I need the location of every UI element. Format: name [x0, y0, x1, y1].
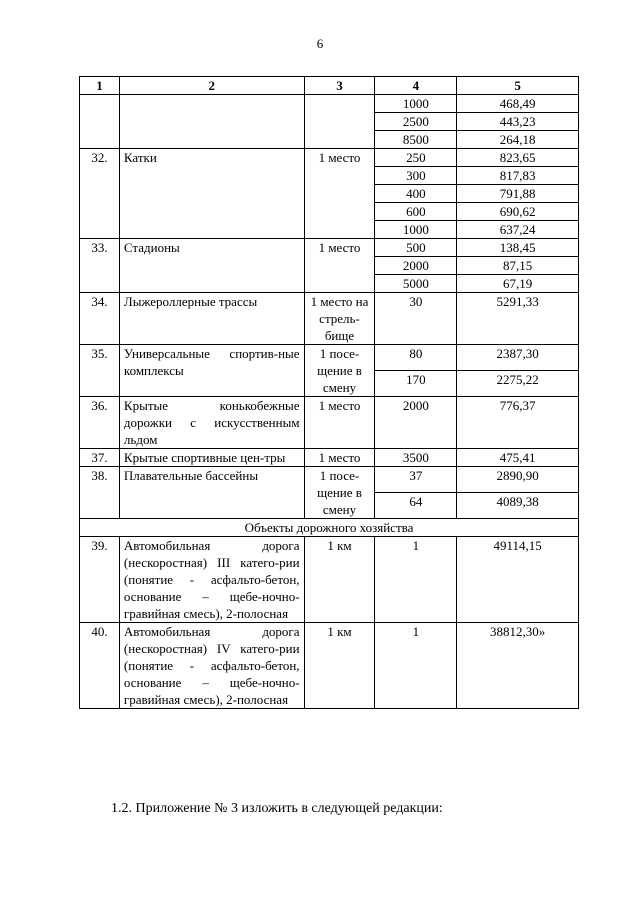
unit-cell [304, 95, 375, 149]
cost-value-cell: 38812,30» [457, 623, 579, 709]
capacity-cell: 1 [375, 537, 457, 623]
capacity-cell: 3500 [375, 449, 457, 467]
cost-value-cell: 637,24 [457, 221, 579, 239]
cost-value-cell: 87,15 [457, 257, 579, 275]
capacity-cell: 500 [375, 239, 457, 257]
cost-value-cell: 138,45 [457, 239, 579, 257]
row-number-cell: 38. [80, 467, 120, 519]
row-number-cell: 40. [80, 623, 120, 709]
header-cell: 3 [304, 77, 375, 95]
table-row [80, 95, 579, 113]
cost-value-cell: 690,62 [457, 203, 579, 221]
capacity-cell: 30 [375, 293, 457, 345]
object-name-cell: Катки [119, 149, 304, 239]
table-row [80, 239, 579, 257]
unit-cell: 1 посе-щение в смену [304, 345, 375, 397]
capacity-cell: 5000 [375, 275, 457, 293]
table-body [80, 95, 579, 709]
row-number-cell: 33. [80, 239, 120, 293]
table-row [80, 537, 579, 623]
capacity-cell: 80 [375, 345, 457, 371]
table-row [80, 293, 579, 345]
capacity-cell: 64 [375, 493, 457, 519]
object-name-cell: Крытые конькобежные дорожки с искусственным льдом [119, 397, 304, 449]
unit-cell: 1 место на стрель-бище [304, 293, 375, 345]
object-name-cell: Автомобильная дорога (нескоростная) III катего-рии (понятие - асфальто-бетон, основание – щебе-ночно-гравийная смесь), 2-полосная [119, 537, 304, 623]
row-number-cell: 39. [80, 537, 120, 623]
row-number-cell [80, 95, 120, 149]
cost-value-cell: 823,65 [457, 149, 579, 167]
row-number-cell: 35. [80, 345, 120, 397]
header-cell: 2 [119, 77, 304, 95]
capacity-cell: 1000 [375, 95, 457, 113]
row-number-cell: 37. [80, 449, 120, 467]
table-row [80, 467, 579, 493]
cost-value-cell: 776,37 [457, 397, 579, 449]
row-number-cell: 34. [80, 293, 120, 345]
cost-value-cell: 5291,33 [457, 293, 579, 345]
unit-cell: 1 место [304, 149, 375, 239]
page-number: 6 [316, 36, 324, 51]
cost-value-cell: 67,19 [457, 275, 579, 293]
cost-value-cell: 475,41 [457, 449, 579, 467]
header-cell: 5 [457, 77, 579, 95]
capacity-cell: 170 [375, 371, 457, 397]
section-title: Объекты дорожного хозяйства [80, 519, 579, 537]
unit-cell: 1 место [304, 449, 375, 467]
capacity-cell: 300 [375, 167, 457, 185]
unit-cell: 1 место [304, 397, 375, 449]
object-name-cell [119, 95, 304, 149]
unit-cell: 1 км [304, 537, 375, 623]
cost-value-cell: 468,49 [457, 95, 579, 113]
capacity-cell: 1 [375, 623, 457, 709]
row-number-cell: 32. [80, 149, 120, 239]
unit-cell: 1 км [304, 623, 375, 709]
section-row [80, 519, 579, 537]
object-name-cell: Плавательные бассейны [119, 467, 304, 519]
footer-text: 1.2. Приложение № 3 изложить в следующей редакции: [111, 801, 443, 816]
object-name-cell: Стадионы [119, 239, 304, 293]
object-name-cell: Лыжероллерные трассы [119, 293, 304, 345]
cost-table [79, 76, 579, 709]
cost-value-cell: 443,23 [457, 113, 579, 131]
capacity-cell: 250 [375, 149, 457, 167]
object-name-cell: Универсальные спортив-ные комплексы [119, 345, 304, 397]
cost-value-cell: 2890,90 [457, 467, 579, 493]
capacity-cell: 8500 [375, 131, 457, 149]
header-row [80, 77, 579, 95]
capacity-cell: 2000 [375, 397, 457, 449]
cost-value-cell: 817,83 [457, 167, 579, 185]
object-name-cell: Крытые спортивные цен-тры [119, 449, 304, 467]
capacity-cell: 37 [375, 467, 457, 493]
cost-value-cell: 2275,22 [457, 371, 579, 397]
capacity-cell: 400 [375, 185, 457, 203]
unit-cell: 1 посе-щение в смену [304, 467, 375, 519]
row-number-cell: 36. [80, 397, 120, 449]
table-row [80, 149, 579, 167]
header-cell: 4 [375, 77, 457, 95]
unit-cell: 1 место [304, 239, 375, 293]
table-row [80, 449, 579, 467]
capacity-cell: 2000 [375, 257, 457, 275]
object-name-cell: Автомобильная дорога (нескоростная) IV катего-рии (понятие - асфальто-бетон, основание – щебе-ночно-гравийная смесь), 2-полосная [119, 623, 304, 709]
cost-value-cell: 49114,15 [457, 537, 579, 623]
table-row [80, 345, 579, 371]
capacity-cell: 600 [375, 203, 457, 221]
capacity-cell: 2500 [375, 113, 457, 131]
table-row [80, 397, 579, 449]
cost-value-cell: 264,18 [457, 131, 579, 149]
table-row [80, 623, 579, 709]
cost-value-cell: 2387,30 [457, 345, 579, 371]
cost-value-cell: 4089,38 [457, 493, 579, 519]
capacity-cell: 1000 [375, 221, 457, 239]
header-cell: 1 [80, 77, 120, 95]
cost-value-cell: 791,88 [457, 185, 579, 203]
